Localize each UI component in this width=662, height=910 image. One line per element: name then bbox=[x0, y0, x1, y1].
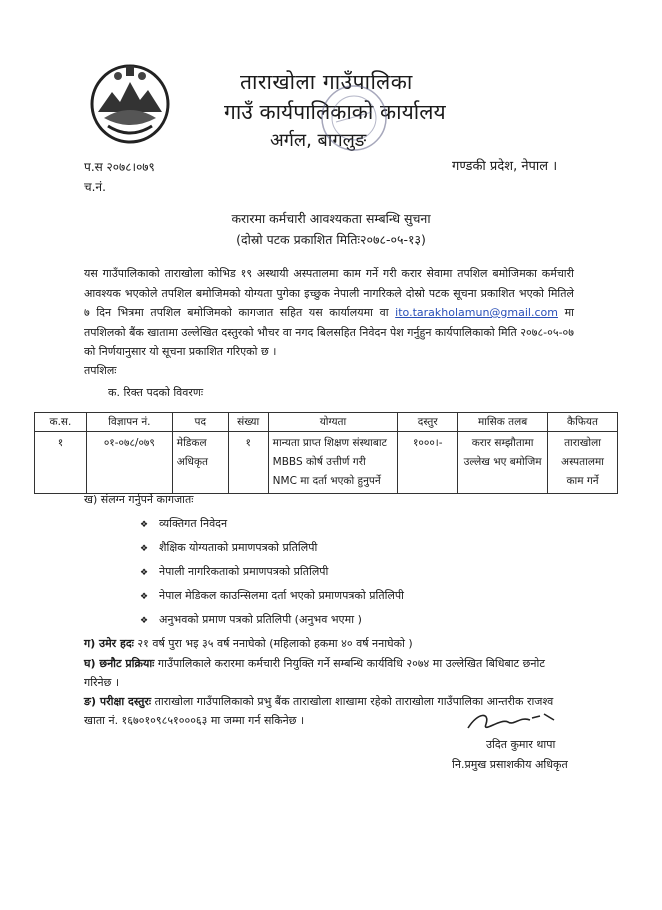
cell-ad-number: ०१-०७८/०७९ bbox=[86, 432, 172, 494]
office-stamp-icon bbox=[318, 82, 390, 154]
cell-fee: १०००।- bbox=[398, 432, 458, 494]
cell-count: १ bbox=[228, 432, 268, 494]
notice-body-part-2: मा तपशिलको बैंक खातामा उल्लेखित दस्तुरको भौचर वा नगद बिलसहित निवेदन पेश गर्नुहुन कार्यपालिकाको मिति २०७८-०५-०७ को निर्णयानुसार यो सूचना प्रकाशित गरिएको छ । bbox=[84, 306, 574, 358]
dispatch-number: च.नं. bbox=[84, 180, 106, 194]
selection-process-label: घ) छनौट प्रक्रियाः bbox=[84, 657, 155, 670]
list-item bbox=[140, 560, 404, 584]
list-item-label: नेपाली नागरिकताको प्रमाणपत्रको प्रतिलिपी bbox=[159, 565, 329, 578]
cell-remarks: ताराखोला अस्पतालमा काम गर्ने bbox=[548, 432, 618, 494]
cell-salary: करार सम्झौतामा उल्लेख भए बमोजिम bbox=[458, 432, 548, 494]
details-label: तपशिलः bbox=[84, 364, 117, 377]
notice-subject: करारमा कर्मचारी आवश्यकता सम्बन्धि सुचना bbox=[231, 211, 431, 226]
column-header: पद bbox=[172, 413, 228, 432]
signatory-name: उदित कुमार थापा bbox=[486, 738, 556, 751]
government-emblem-icon bbox=[88, 62, 172, 148]
list-item-label: अनुभवको प्रमाण पत्रको प्रतिलिपी (अनुभव भएमा ) bbox=[159, 613, 362, 626]
age-limit-label: ग) उमेर हदः bbox=[84, 637, 134, 650]
list-item bbox=[140, 536, 404, 560]
selection-process-text: गाउँपालिकाले करारमा कर्मचारी नियुक्ति गर्ने सम्बन्धि कार्यविधि २०७४ मा उल्लेखित बिधिबाट छनोट गरिनेछ । bbox=[84, 657, 545, 689]
list-item-label: शैक्षिक योग्यताको प्रमाणपत्रको प्रतिलिपी bbox=[159, 541, 318, 554]
notice-body bbox=[84, 264, 574, 362]
exam-fee-label: ङ) परीक्षा दस्तुरः bbox=[84, 695, 152, 708]
diamond-bullet-icon: ❖ bbox=[140, 616, 149, 626]
office-address: अर्गल, बागलुङ bbox=[270, 130, 367, 151]
diamond-bullet-icon: ❖ bbox=[140, 544, 149, 554]
section-vacancy-heading: क. रिक्त पदको विवरणः bbox=[108, 386, 204, 399]
table-row bbox=[35, 432, 618, 494]
list-item bbox=[140, 608, 404, 632]
column-header: क.स. bbox=[35, 413, 87, 432]
column-header: मासिक तलब bbox=[458, 413, 548, 432]
column-header: दस्तुर bbox=[398, 413, 458, 432]
signatory-designation: नि.प्रमुख प्रसाशकीय अधिकृत bbox=[452, 758, 568, 771]
list-item-label: नेपाल मेडिकल काउन्सिलमा दर्ता भएको प्रमाणपत्रको प्रतिलिपी bbox=[159, 589, 405, 602]
column-header: विज्ञापन नं. bbox=[86, 413, 172, 432]
column-header: संख्या bbox=[228, 413, 268, 432]
diamond-bullet-icon: ❖ bbox=[140, 520, 149, 530]
office-name: ताराखोला गाउँपालिका bbox=[240, 70, 413, 94]
cell-qualification: मान्यता प्राप्त शिक्षण संस्थाबाट MBBS कोर्ष उत्तीर्ण गरी NMC मा दर्ता भएको हुनुपर्ने bbox=[268, 432, 398, 494]
reference-number: प.स २०७८।०७९ bbox=[84, 160, 155, 174]
list-item bbox=[140, 584, 404, 608]
documents-heading: ख) संलग्न गर्नुपर्ने कागजातः bbox=[84, 493, 194, 506]
documents-list bbox=[140, 512, 404, 632]
table-header-row bbox=[35, 413, 618, 432]
exam-fee-text: ताराखोला गाउँपालिकाको प्रभु बैंक ताराखोला शाखामा रहेको ताराखोला गाउँपालिका आन्तरीक राजश्व खाता नं. १६७०१०९८५१०००६३ मा जम्मा गर्न सकिनेछ । bbox=[84, 695, 554, 727]
province-label: गण्डकी प्रदेश, नेपाल । bbox=[452, 159, 558, 174]
cell-post: मेडिकल अधिकृत bbox=[172, 432, 228, 494]
notice-body-part-1: यस गाउँपालिकाको ताराखोला कोभिड १९ अस्थायी अस्पतालमा काम गर्ने गरी करार सेवामा तपशिल बमोजिमका कर्मचारी आवश्यक भएकोले तपशिल बमोजिमको योग्यता पुगेका इच्छुक नेपाली नागरिकले दोस्रो पटक सूचना प्रकाशित भएको मितिले ७ दिन भित्रमा तपशिल बमोजिमको कागजात सहित यस कार्यालयमा वा bbox=[84, 267, 574, 319]
vacancy-table bbox=[34, 412, 618, 494]
diamond-bullet-icon: ❖ bbox=[140, 568, 149, 578]
column-header: योग्यता bbox=[268, 413, 398, 432]
cell-serial: १ bbox=[35, 432, 87, 494]
diamond-bullet-icon: ❖ bbox=[140, 592, 149, 602]
list-item bbox=[140, 512, 404, 536]
signature-icon bbox=[460, 706, 560, 738]
notice-subtitle: (दोस्रो पटक प्रकाशित मितिः२०७८-०५-१३) bbox=[236, 232, 426, 247]
age-limit bbox=[84, 636, 413, 651]
column-header: कैफियत bbox=[548, 413, 618, 432]
selection-process bbox=[84, 654, 574, 692]
list-item-label: व्यक्तिगत निवेदन bbox=[159, 517, 228, 530]
age-limit-text: २१ वर्ष पुरा भइ ३५ वर्ष ननाघेको (महिलाको हकमा ४० वर्ष ननाघेको ) bbox=[137, 637, 413, 650]
email-link[interactable]: ito.tarakholamun@gmail.com bbox=[395, 306, 558, 319]
office-title: गाउँ कार्यपालिकाको कार्यालय bbox=[224, 100, 446, 124]
